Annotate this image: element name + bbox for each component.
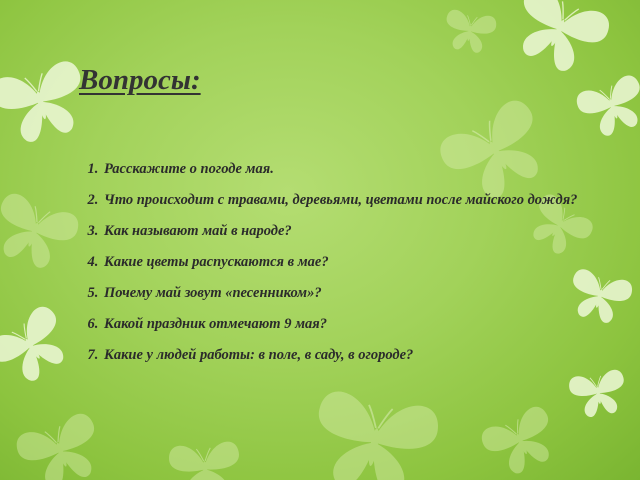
butterfly-icon <box>503 0 614 82</box>
butterfly-icon <box>478 403 564 480</box>
question-item: 2. Что происходит с травами, деревьями, цветами после майского дождя? <box>102 189 590 211</box>
butterfly-icon <box>0 190 82 276</box>
butterfly-icon <box>13 410 110 480</box>
question-item: 1. Расскажите о погоде мая. <box>102 158 590 180</box>
butterfly-icon <box>168 441 243 480</box>
questions-list <box>76 158 590 375</box>
butterfly-icon <box>568 368 630 419</box>
butterfly-icon <box>0 302 79 393</box>
question-item: 4. Какие цветы распускаются в мае? <box>102 251 590 273</box>
butterfly-icon <box>574 73 640 143</box>
question-item: 7. Какие у людей работы: в поле, в саду, в огороде? <box>102 344 590 366</box>
question-item: 3. Как называют май в народе? <box>102 220 590 242</box>
question-item: 6. Какой праздник отмечают 9 мая? <box>102 313 590 335</box>
butterfly-icon <box>442 9 498 56</box>
slide-title: Вопросы: <box>79 64 201 96</box>
butterfly-icon <box>307 389 442 480</box>
question-item: 5. Почему май зовут «песенником»? <box>102 282 590 304</box>
